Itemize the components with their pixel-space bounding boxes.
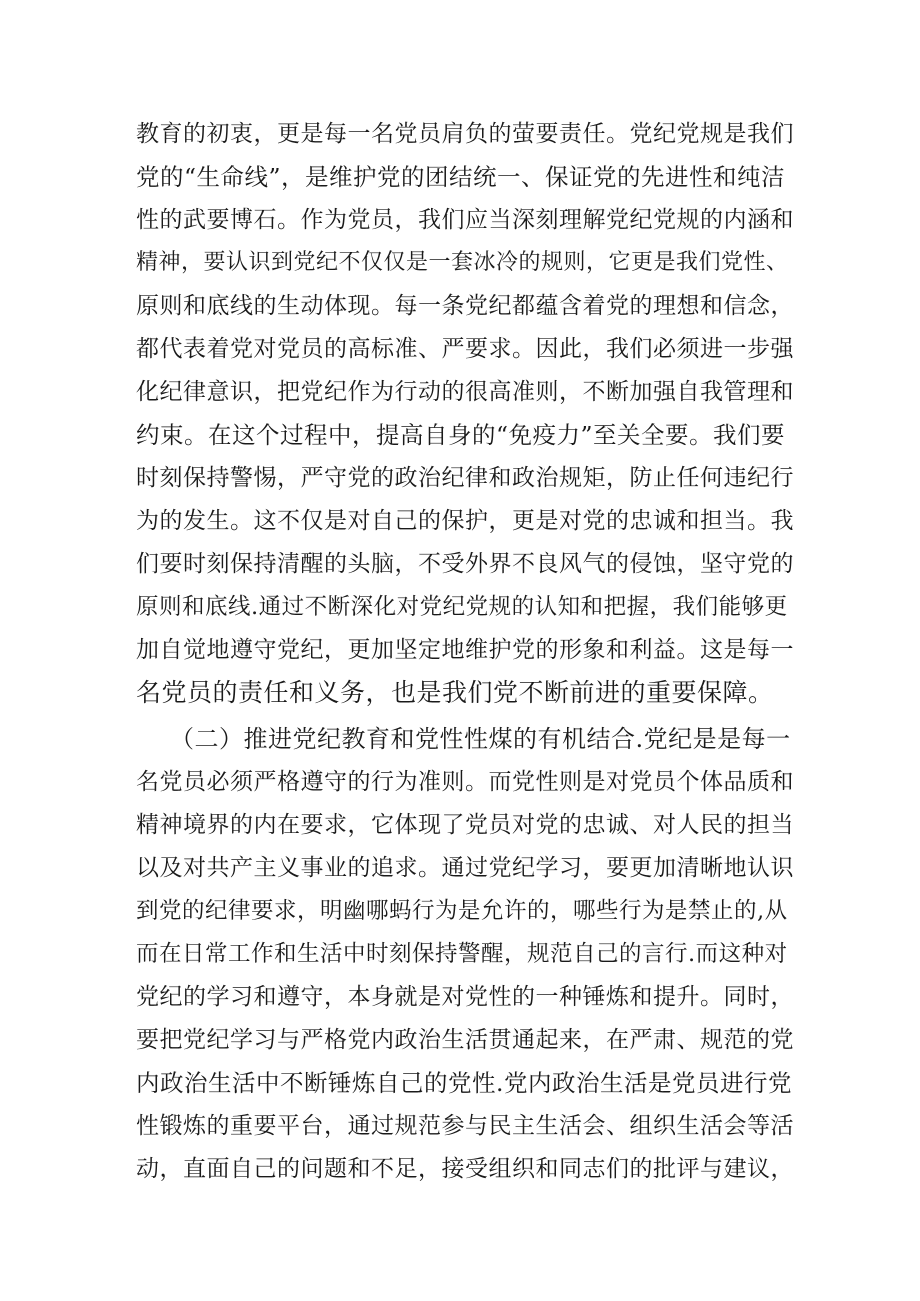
text-line-7: 化纪律意识，把党纪作为行动的很高准则，不断加强自我管理和	[136, 379, 794, 405]
text-line-8: 约束。在这个过程中，提高自身的“免疫力”至关全要。我们要	[136, 421, 786, 449]
text-line-25: 动，直面自己的问题和不足，接受组织和同志们的批评与建议，	[136, 1156, 794, 1182]
text-line-3: 性的武要博石。作为党员，我们应当深刻理解党纪党规的内涵和	[136, 207, 794, 233]
text-line-6: 都代表着党对党员的高标准、严要求。因此，我们必须进一步强	[136, 336, 794, 362]
text-line-24: 性锻炼的重要平台，通过规范参与民主生活会、组织生活会等活	[136, 1113, 794, 1139]
text-line-12: 原则和底线.通过不断深化对党纪党规的认知和把握，我们能够更	[136, 594, 788, 620]
text-line-4: 精神，要认识到党纪不仅仅是一套冰冷的规则，它更是我们党性、	[136, 250, 789, 275]
section-heading-line: （二）推进党纪教育和党性性煤的有机结合.党纪是是每一	[170, 725, 791, 753]
text-line-1: 教育的初衷，更是每一名党员肩负的萤要责任。党纪党规是我们	[136, 121, 794, 147]
text-line-11: 们要时刻保持清醒的头脑，不受外界不良风气的侵蚀，坚守党的	[136, 551, 794, 577]
text-line-17: 精神境界的内在要求，它体现了党员对党的忠诚、对人民的担当	[136, 812, 794, 838]
text-line-14: 名党员的责任和义务，也是我们党不断前进的重要保障。	[136, 678, 774, 707]
text-line-22: 要把党纪学习与严格党内政治生活贯通起来，在严肃、规范的党	[136, 1027, 794, 1053]
text-line-23: 内政治生活中不断锤炼自己的党性.党内政治生活是党员进行党	[136, 1069, 792, 1097]
text-line-20: 而在日常工作和生活中时刻保持警醒，规范自己的言行.而这种对	[136, 941, 788, 967]
text-line-10: 为的发生。这不仅是对自己的保护，更是对党的忠诚和担当。我	[136, 508, 794, 534]
text-line-18: 以及对共产主义事业的追求。通过党纪学习，要更加清晰地认识	[136, 855, 794, 881]
text-line-2: 党的“生命线”，是维护党的团结统一、保证党的先进性和纯洁	[136, 163, 786, 191]
text-line-21: 党纪的学习和遵守，本身就是对党性的一种锤炼和提升。同时，	[136, 984, 794, 1010]
text-line-9: 时刻保持警惕，严守党的政治纪律和政治规矩，防止任何违纪行	[136, 465, 794, 491]
text-line-13: 加自觉地遵守党纪，更加坚定地维护党的形象和利益。这是每一	[136, 637, 794, 663]
text-line-5: 原则和底线的生动体现。每一条党纪都蕴含着党的理想和信念，	[136, 293, 794, 319]
text-line-19: 到党的纪律要求，明幽哪蚂行为是允许的，哪些行为是禁止的,从	[136, 898, 788, 924]
text-line-16: 名党员必须严格遵守的行为准则。而党性则是对党员个体品质和	[136, 769, 794, 795]
